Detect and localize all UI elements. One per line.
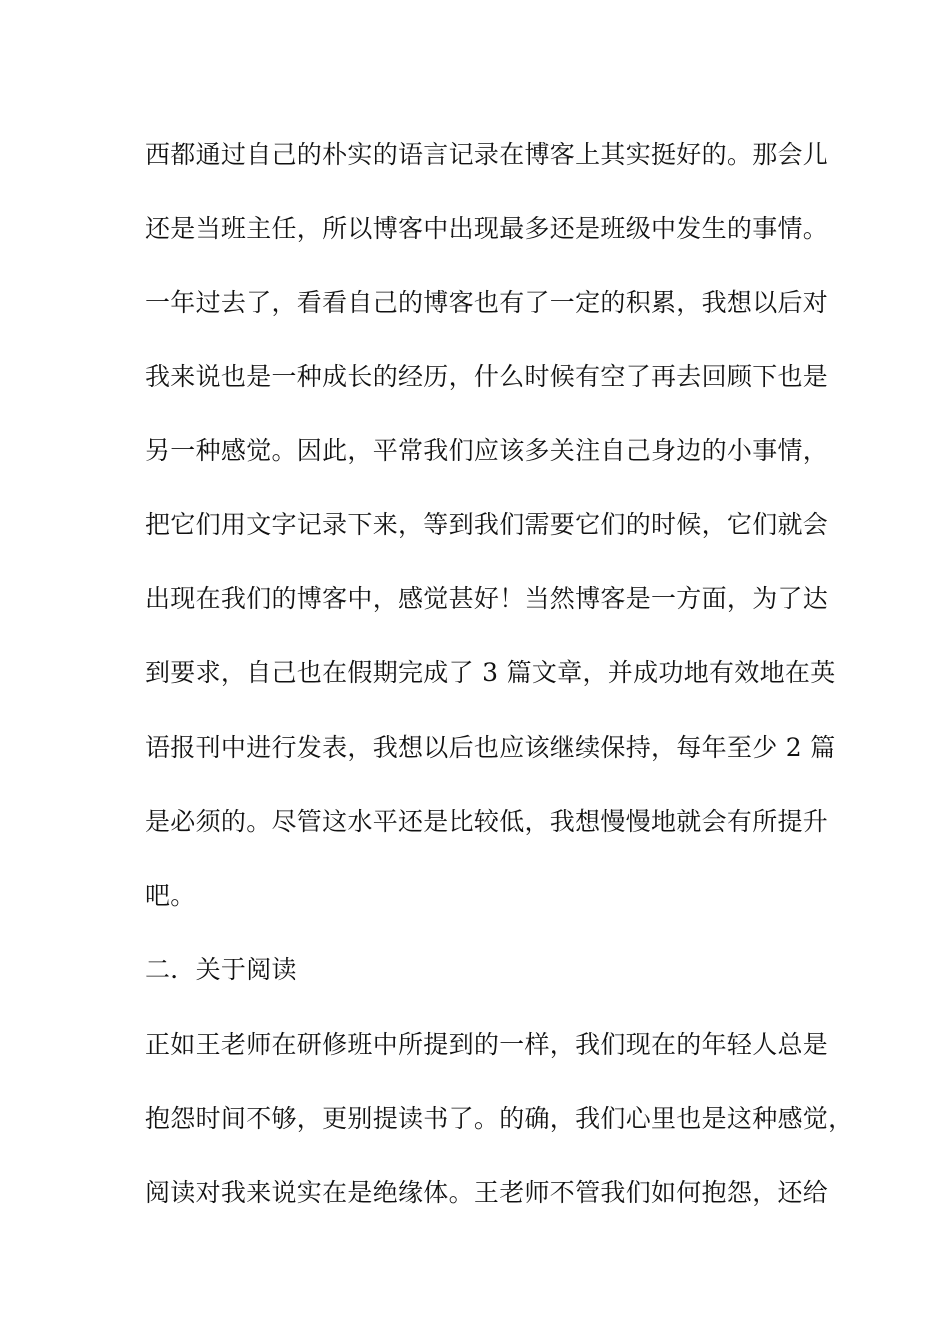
text-line: 正如王老师在研修班中所提到的一样，我们现在的年轻人总是 xyxy=(145,1030,829,1059)
text-line: 西都通过自己的朴实的语言记录在博客上其实挺好的。那会儿 xyxy=(145,140,829,169)
text-line: 语报刊中进行发表，我想以后也应该继续保持，每年至少 2 篇 xyxy=(145,733,836,762)
text-line: 另一种感觉。因此，平常我们应该多关注自己身边的小事情， xyxy=(145,436,829,465)
text-line: 阅读对我来说实在是绝缘体。王老师不管我们如何抱怨，还给 xyxy=(145,1178,829,1207)
text-line: 我来说也是一种成长的经历，什么时候有空了再去回顾下也是 xyxy=(145,362,829,391)
section-heading: 二．关于阅读 xyxy=(145,955,297,984)
text-line: 把它们用文字记录下来，等到我们需要它们的时候，它们就会 xyxy=(145,510,829,539)
text-line: 抱怨时间不够，更别提读书了。的确，我们心里也是这种感觉， xyxy=(145,1104,854,1133)
text-line: 出现在我们的博客中，感觉甚好！当然博客是一方面，为了达 xyxy=(145,584,829,613)
text-line: 吧。 xyxy=(145,881,196,910)
text-line: 到要求，自己也在假期完成了 3 篇文章，并成功地有效地在英 xyxy=(145,658,836,687)
text-line: 一年过去了，看看自己的博客也有了一定的积累，我想以后对 xyxy=(145,288,829,317)
text-line: 是必须的。尽管这水平还是比较低，我想慢慢地就会有所提升 xyxy=(145,807,829,836)
text-line: 还是当班主任，所以博客中出现最多还是班级中发生的事情。 xyxy=(145,214,829,243)
